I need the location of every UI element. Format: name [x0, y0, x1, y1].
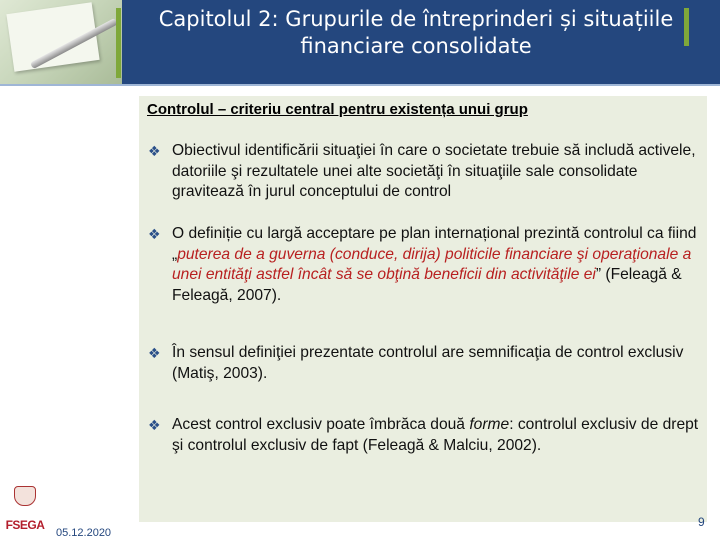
bullet-text-intro: O definiție cu largă acceptare pe plan internațional prezintă controlul ca fiind „ — [172, 225, 697, 263]
bullet-emphasis: forme — [469, 416, 510, 433]
bullet-item — [148, 415, 700, 456]
header-pen-image — [0, 0, 122, 84]
bullet-text: Obiectivul identificării situaţiei în care o societate trebuie să includă activele, datoriile şi rezultatele unei alte societăţi în situaţiile sale consolidate gravitează în jurul conceptului de control — [172, 142, 696, 200]
section-subtitle: Controlul – criteriu central pentru existența unui grup — [147, 101, 528, 118]
logo-text: FSEGA — [5, 518, 45, 532]
page-number: 9 — [698, 515, 705, 529]
crest-icon — [14, 486, 36, 506]
bullet-text: În sensul definiţiei prezentate controlul are semnificaţia de control exclusiv (Matiş, 2003). — [172, 344, 684, 382]
slide-title-line-1: Capitolul 2: Grupurile de întreprinderi și situațiile — [158, 7, 674, 31]
slide-date: 05.12.2020 — [56, 527, 112, 539]
bullet-item — [148, 141, 700, 203]
header-divider — [0, 84, 720, 86]
slide-title — [112, 6, 720, 60]
bullet-text-rest: : controlul exclusiv de drept şi controlul exclusiv de fapt (Feleagă & Malciu, 2002). — [172, 416, 699, 454]
bullet-item — [148, 224, 700, 306]
bullet-item — [148, 343, 700, 384]
university-logo — [2, 486, 46, 536]
diamond-bullet-icon: ❖ — [148, 417, 161, 433]
diamond-bullet-icon: ❖ — [148, 143, 161, 159]
definition-quote: puterea de a guverna (conduce, dirija) politicile financiare şi operaţionale a unei entităţi astfel încât să se obţină beneficii din activităţile ei — [172, 245, 692, 283]
bullet-text-intro: Acest control exclusiv poate îmbrăca două — [172, 416, 470, 433]
slide-title-line-2: financiare consolidate — [300, 34, 532, 58]
diamond-bullet-icon: ❖ — [148, 345, 161, 361]
slide-header — [0, 0, 720, 84]
diamond-bullet-icon: ❖ — [148, 226, 161, 242]
bullet-text — [172, 224, 700, 306]
bullet-text — [172, 415, 700, 456]
bullet-citation: ” (Feleagă & Feleagă, 2007). — [172, 266, 682, 304]
